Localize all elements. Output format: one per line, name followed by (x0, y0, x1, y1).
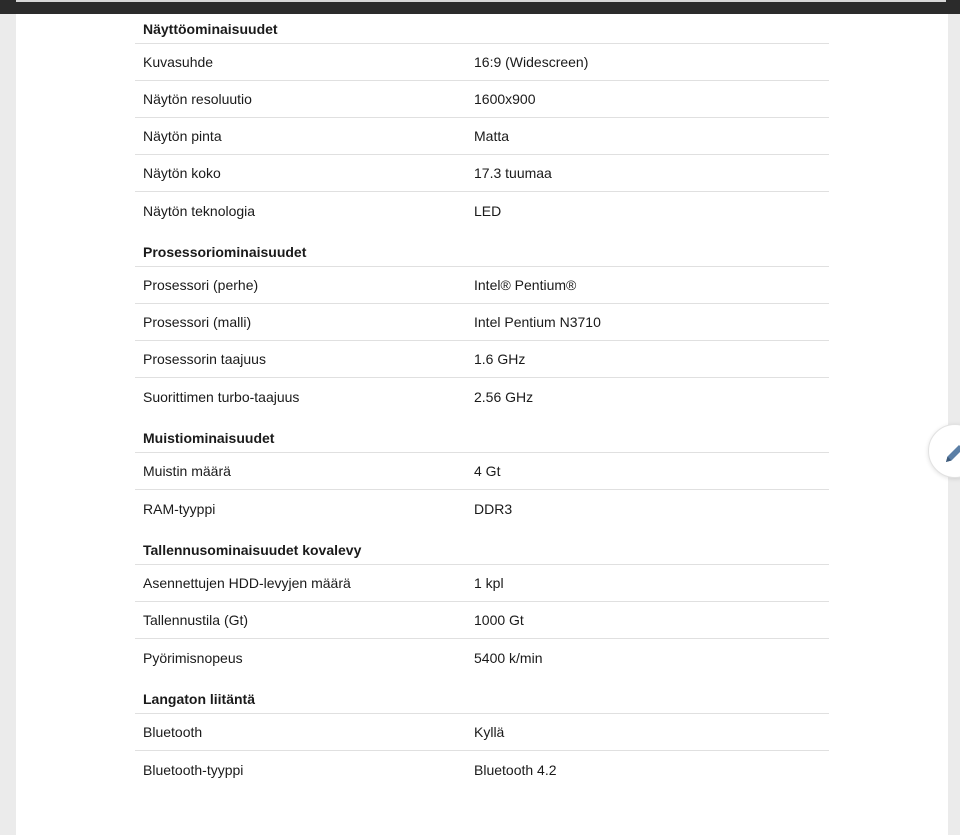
spec-row (135, 751, 829, 788)
spec-row (135, 602, 829, 639)
section-title-memory: Muistiominaisuudet (135, 423, 829, 453)
spec-value: LED (474, 202, 502, 219)
spec-key: Näytön koko (143, 165, 221, 181)
spec-row (135, 192, 829, 229)
spec-key: Suorittimen turbo-taajuus (143, 388, 300, 405)
section-title-processor: Prosessoriominaisuudet (135, 237, 829, 267)
spec-key: Prosessori (perhe) (143, 277, 259, 293)
section-title-wireless: Langaton liitäntä (135, 684, 829, 714)
pencil-icon (943, 441, 960, 465)
spec-key: Prosessori (malli) (143, 314, 252, 330)
spec-row (135, 378, 829, 415)
spec-value: 2.56 GHz (474, 388, 534, 405)
spec-value: 1000 Gt (474, 612, 524, 628)
page-content (16, 14, 948, 835)
spec-value: 1 kpl (474, 575, 504, 591)
spec-value: Bluetooth 4.2 (474, 761, 557, 778)
spec-row (135, 304, 829, 341)
spec-key: RAM-tyyppi (143, 500, 216, 517)
spec-row (135, 267, 829, 304)
spec-row (135, 639, 829, 676)
top-bar-edge (16, 0, 946, 2)
spec-key: Näytön teknologia (143, 202, 256, 219)
spec-value: Matta (474, 128, 510, 144)
section-title-display: Näyttöominaisuudet (135, 14, 829, 44)
spec-row (135, 341, 829, 378)
spec-key: Muistin määrä (143, 463, 231, 479)
spec-row (135, 118, 829, 155)
spec-value: 5400 k/min (474, 649, 543, 666)
spec-key: Prosessorin taajuus (143, 351, 266, 367)
spec-value: Intel® Pentium® (474, 277, 577, 293)
spec-value: 17.3 tuumaa (474, 165, 552, 181)
spec-row (135, 44, 829, 81)
spec-value: Kyllä (474, 724, 505, 740)
spec-row (135, 453, 829, 490)
spec-row (135, 490, 829, 527)
spec-value: Intel Pentium N3710 (474, 314, 601, 330)
spec-value: 4 Gt (474, 463, 501, 479)
spec-key: Tallennustila (Gt) (143, 612, 249, 628)
spec-key: Näytön pinta (143, 128, 222, 144)
spec-row (135, 714, 829, 751)
spec-key: Bluetooth-tyyppi (143, 761, 244, 778)
spec-key: Kuvasuhde (143, 54, 214, 70)
spec-value: 1600x900 (474, 91, 536, 107)
spec-key: Pyörimisnopeus (143, 649, 243, 666)
spec-row (135, 155, 829, 192)
spec-key: Bluetooth (143, 724, 203, 740)
top-bar (0, 0, 960, 14)
spec-row (135, 565, 829, 602)
spec-key: Näytön resoluutio (143, 91, 252, 107)
spec-value: DDR3 (474, 500, 513, 517)
spec-value: 1.6 GHz (474, 351, 526, 367)
section-title-storage: Tallennusominaisuudet kovalevy (135, 535, 829, 565)
spec-value: 16:9 (Widescreen) (474, 54, 589, 70)
spec-row (135, 81, 829, 118)
spec-key: Asennettujen HDD-levyjen määrä (143, 575, 351, 591)
specs-table (135, 14, 829, 788)
